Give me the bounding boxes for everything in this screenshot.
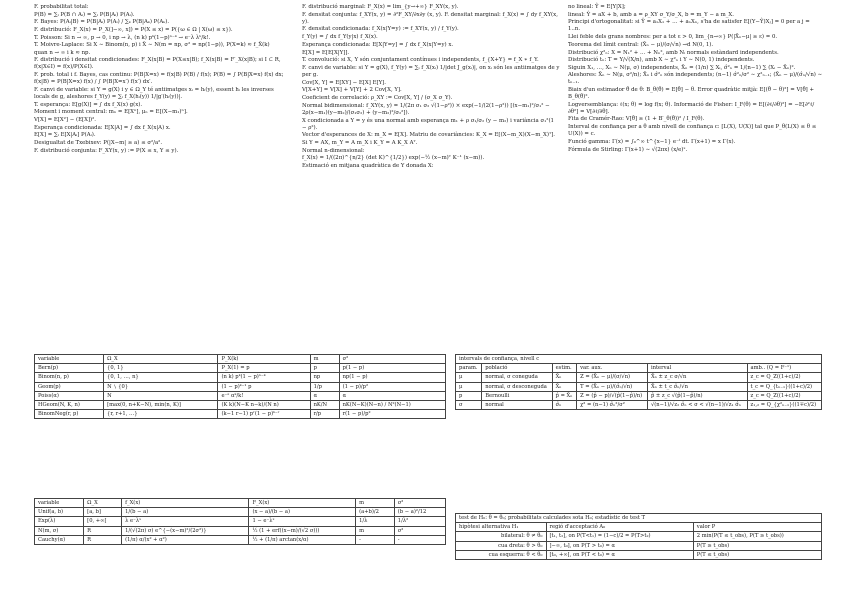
formula-line: Esperança condicionada: E[X|A] = ∫ dx f_X(x|A) x. xyxy=(34,124,171,131)
table-cell: [0, +∞[ xyxy=(84,517,122,526)
table-cell: [t₀, +∞[, on P(T < t₀) = α xyxy=(546,550,693,559)
table-cell: {0, 1, …, n} xyxy=(104,373,218,382)
formula-line: F. densitat condicionada: f_X(x|Y=y) := f_XY(x, y) / f_Y(y). xyxy=(302,26,459,33)
column-header: m xyxy=(310,355,339,364)
table-cell: (a+b)/2 xyxy=(356,508,395,517)
column-header: f_X(x) xyxy=(122,499,249,508)
table-cell: r/p xyxy=(310,410,339,419)
formula-line: E[X] = ∑ᵢ E[X|Aᵢ] P(Aᵢ). xyxy=(34,132,96,139)
table-cell: (1 − p)ᵏ⁻¹ p xyxy=(218,382,310,391)
table-row xyxy=(35,410,446,419)
column-header: F_X(x) xyxy=(249,499,356,508)
table-cell: normal xyxy=(482,401,552,410)
table-cell: - xyxy=(356,535,395,544)
formula-line: Normal n-dimensional: xyxy=(302,147,365,154)
column-header: amb.. (Q = F⁻¹) xyxy=(747,364,822,373)
formula-line: Moment i moment central: mₙ = E[Xⁿ], μₙ = E[(X−m₁)ⁿ]. xyxy=(34,109,188,116)
table-row xyxy=(35,382,446,391)
formula-line: F. distribució marginal: F_X(x) = lim_{y→+∞} F_XY(x, y). xyxy=(302,4,459,10)
formula-line: f_X(x) = 1/((2π)^{n/2} (det K)^{1/2}) exp(−½ (x−m)ᵀ K⁻¹ (x−m)). xyxy=(302,155,485,162)
table-caption-row xyxy=(456,514,822,523)
table-cell: normal, σ desconeguda xyxy=(482,382,552,391)
formula-line: Cov[X, Y] = E[XY] − E[X] E[Y]. xyxy=(302,79,386,86)
table-cell: α xyxy=(339,391,445,400)
formula-line: E[X] = E[E[X|Y]]. xyxy=(302,49,350,56)
table-cell: e⁻ᵅ αᵏ/k! xyxy=(218,391,310,400)
table-cell: bilateral: θ ≠ θ₀ xyxy=(456,532,547,541)
table-cell: N(m, σ) xyxy=(35,526,84,535)
table-cell: z₁,₂ = Q_{χ²ₙ₋₁}((1∓c)/2) xyxy=(747,401,822,410)
table-row xyxy=(456,391,822,400)
table-header-row xyxy=(35,355,446,364)
table-cell: 1/λ xyxy=(356,517,395,526)
formula-line: P(B) = ∑ᵢ P(B ∩ Aᵢ) = ∑ᵢ P(B|Aᵢ) P(Aᵢ). xyxy=(34,11,135,18)
table-cell: BinomNeg(r, p) xyxy=(35,410,104,419)
table-cell: (x − a)/(b − a) xyxy=(249,508,356,517)
column-header: m xyxy=(356,499,395,508)
hypothesis-test-table xyxy=(455,513,822,560)
table-cell: X̄ₙ ± z_c σ/√n xyxy=(647,373,747,382)
table-row xyxy=(456,550,822,559)
table-cell: z_c = Q_Z((1+c)/2) xyxy=(747,373,822,382)
table-cell: √(n−1)/√z₂ σ̂ₙ < σ < √(n−1)/√z₁ σ̂ₙ xyxy=(647,401,747,410)
formula-column-3 xyxy=(568,4,823,154)
formula-line: F. distribució conjunta: F_XY(x, y) := P(X ≤ x, Y ≤ y). xyxy=(34,147,179,154)
formula-line: F. distribució: F_X(x) = P_X(]−∞, x]) = P(X ≤ x) = P({ω ∈ Ω | X(ω) ≤ x}). xyxy=(34,27,233,34)
column-header: regió d'acceptació A₀ xyxy=(546,523,693,532)
table-row xyxy=(456,401,822,410)
table-cell: P(T ≤ t_obs) xyxy=(693,550,821,559)
formula-line: X condicionada a Y = y és una normal amb esperança m₁ + ρ σ₁/σ₂ (y − m₂) i variància σ₁²(1 − ρ²). xyxy=(302,117,554,131)
table-caption-row xyxy=(456,355,822,364)
table-cell: N xyxy=(104,391,218,400)
formula-line: Esperança condicionada: E[X|Y=y] = ∫ dx f_X(x|Y=y) x. xyxy=(302,41,454,48)
table-cell: Exp(λ) xyxy=(35,517,84,526)
table-cell: np xyxy=(310,373,339,382)
table-cell: np(1 − p) xyxy=(339,373,445,382)
table-cell: T = (X̄ₙ − μ)/(σ̂ₙ/√n) xyxy=(577,382,648,391)
formula-line: F. prob. total i f. Bayes, cas continu: P(B|X=x) = f(x|B) P(B) / f(x); P(B) = ∫ P(B|X=x) f(x) dx; f(x|B) = P(B|X=x) f(x) / ∫ P(B|X=x′) f(x′) dx′. xyxy=(34,72,284,86)
table-cell: p̂ = X̄ₙ xyxy=(552,391,577,400)
table-cell: ½ (1 + erf((x−m)/(√2 σ))) xyxy=(249,526,356,535)
formula-line: Interval de confiança per a θ amb nivell de confiança c: [L(X), U(X)] tal que P_θ(L(X) ≤ θ ≤ U(X)) = c. xyxy=(568,124,817,138)
table-cell: Bernoulli xyxy=(482,391,552,400)
table-header-row xyxy=(35,499,446,508)
column-header: variable xyxy=(35,355,104,364)
confidence-intervals-table xyxy=(455,354,822,410)
table-cell: p xyxy=(456,391,482,400)
formula-line: Funció gamma: Γ(x) = ∫₀^∞ t^{x−1} e⁻ᵗ dt. Γ(x+1) = x Γ(x). xyxy=(568,138,736,145)
table-row xyxy=(456,382,822,391)
table-cell: nK(N−K)(N−n) / N²(N−1) xyxy=(339,401,445,410)
formula-line: Fórmula de Stirling: Γ(x+1) ∼ √(2πx) (x/e)ˣ. xyxy=(568,146,688,153)
table-cell: μ xyxy=(456,382,482,391)
formula-line: Biaix d'un estimador θ̂ de θ: B_θ(θ̂) = E[θ̂] − θ. Error quadràtic mitjà: E[(θ̂ − θ)²] = V[θ̂] + B_θ(θ̂)². xyxy=(568,86,815,100)
table-header-row xyxy=(456,364,822,373)
formula-line: f_Y(y) = ∫ dx f_Y(y|x) f_X(x). xyxy=(302,34,378,41)
table-cell: [max(0, n+K−N), min(n, K)] xyxy=(104,401,218,410)
column-header: param. xyxy=(456,364,482,373)
discrete-distributions-table xyxy=(34,354,446,419)
table-row xyxy=(35,373,446,382)
formula-line: T. convolució: si X, Y són conjuntament contínues i independents, f_{X+Y} = f_X ∗ f_Y. xyxy=(302,57,539,64)
formula-line: Desigualtat de Txebixev: P(|X−m| ≥ a) ≤ σ²/a². xyxy=(34,140,163,146)
formula-line: Normal bidimensional: f_XY(x, y) = 1/(2π σ₁ σ₂ √(1−ρ²)) × exp(−1/(2(1−ρ²)) [(x−m₁)²/σ₁² − 2ρ(x−m₁)(y−m₂)/(σ₁σ₂) + (y−m₂)²/σ₂²]). xyxy=(302,102,550,116)
column-header: P_X(k) xyxy=(218,355,310,364)
formula-line: F. distribució i densitat condicionades: F_X(x|B) = P(X≤x|B); f_X(x|B) = F′_X(x|B); si I ⊂ R, f(x|X∈I) = f(x)/P(X∈I). xyxy=(34,57,281,71)
table-cell: X̄ₙ xyxy=(552,373,577,382)
table-cell: (k−1 r−1) pʳ(1 − p)ᵏ⁻ʳ xyxy=(218,410,310,419)
formula-line: F. Bayes: P(Aᵢ|B) = P(B|Aᵢ) P(Aᵢ) / ∑ₖ P(B|Aₖ) P(Aₖ). xyxy=(34,19,170,26)
table-caption: test de H₀: θ = θ₀; probabilitats calculades sota H₀; estadístic de test T xyxy=(456,514,822,523)
table-row xyxy=(456,541,822,550)
table-cell: R xyxy=(84,535,122,544)
formula-line: V[X+Y] = V[X] + V[Y] + 2 Cov[X, Y]. xyxy=(302,87,402,94)
formula-line: T. esperança: E[g(X)] = ∫ dx f_X(x) g(x). xyxy=(34,101,143,108)
table-cell: Z = (X̄ₙ − μ)/(σ/√n) xyxy=(577,373,648,382)
formula-line: Principi d'ortogonalitat: si Ŷ = a₁X₁ + … + aₙXₙ, s'ha de satisfer E[(Y−Ŷ)Xⱼ] = 0 per a j = 1..n. xyxy=(568,19,810,33)
table-cell: t_c = Q_{tₙ₋₁}((1+c)/2) xyxy=(747,382,822,391)
column-header: var. aux. xyxy=(577,364,648,373)
table-row xyxy=(35,526,446,535)
formula-line: F. probabilitat total: xyxy=(34,4,89,10)
formula-line: Distribució χ²ₙ: X = N₁² + … + Nₙ², amb Nᵢ normals estàndard independents. xyxy=(568,49,779,56)
column-header: població xyxy=(482,364,552,373)
table-row xyxy=(35,535,446,544)
formula-line: no lineal: Ŷ = E[Y|X]; xyxy=(568,4,626,10)
continuous-distributions-table xyxy=(34,498,446,545)
table-row xyxy=(35,508,446,517)
table-cell: cua esquerra: θ < θ₀ xyxy=(456,550,547,559)
table-cell: (b − a)²/12 xyxy=(394,508,445,517)
table-cell: X̄ₙ xyxy=(552,382,577,391)
formula-column-1 xyxy=(34,4,284,155)
table-cell: 1/(√(2π) σ) e^{−(x−m)²/(2σ²)} xyxy=(122,526,249,535)
table-cell: 1/λ² xyxy=(394,517,445,526)
column-header: valor P xyxy=(693,523,821,532)
formula-line: F. densitat conjunta: f_XY(x, y) = ∂²F_XY/∂x∂y (x, y). F. densitat marginal: f_X(x) = ∫ dy f_XY(x, y). xyxy=(302,11,558,25)
table-cell: σ² xyxy=(394,526,445,535)
table-caption: intervals de confiança, nivell c xyxy=(456,355,822,364)
column-header: interval xyxy=(647,364,747,373)
table-cell: normal, σ coneguda xyxy=(482,373,552,382)
table-cell: [a, b] xyxy=(84,508,122,517)
column-header: Ω_X xyxy=(84,499,122,508)
table-cell: HGeom(N, K, n) xyxy=(35,401,104,410)
formula-line: Logversemblança: ℓ(x; θ) = log f(x; θ). Informació de Fisher: I_F(θ) = E[(∂ℓ/∂θ)²] = −E[∂²ℓ/∂θ²] = V[∂ℓ/∂θ]. xyxy=(568,101,815,115)
table-cell: α xyxy=(310,391,339,400)
table-cell: Geom(p) xyxy=(35,382,104,391)
formula-line: Si Y = AX, m_Y = A m_X i K_Y = A K_X Aᵀ. xyxy=(302,140,418,146)
table-cell: r(1 − p)/p² xyxy=(339,410,445,419)
table-cell: ]−∞, t₀], on P(T > t₀) = α xyxy=(546,541,693,550)
table-cell: Unif(a, b) xyxy=(35,508,84,517)
table-cell: N ∖ {0} xyxy=(104,382,218,391)
table-cell: 1 − e⁻λˣ xyxy=(249,517,356,526)
table-cell: (n k) pᵏ(1 − p)ⁿ⁻ᵏ xyxy=(218,373,310,382)
table-cell: χ² = (n−1) σ̂ₙ²/σ² xyxy=(577,401,648,410)
table-cell: [t₁, t₂], on P(T<t₁) = (1−c)/2 = P(T>t₂) xyxy=(546,532,693,541)
formula-line: Siguin X₁, …, Xₙ ∼ N(μ, σ) independents, X̄ₙ = (1/n) ∑ Xᵢ, σ̂²ₙ = 1/(n−1) ∑ (Xᵢ − X̄ₙ)². Aleshores: X̄ₙ ∼ N(μ, σ²/n); X̄ₙ i σ̂²ₙ són independents; (n−1) σ̂²ₙ/σ² ∼ χ²ₙ₋₁; (X̄ₙ − μ)/(σ̂ₙ/√n) ∼ tₙ₋₁. xyxy=(568,64,823,86)
table-cell: 2 min(P(T ≤ t_obs), P(T ≥ t_obs)) xyxy=(693,532,821,541)
table-cell: P(T ≥ t_obs) xyxy=(693,541,821,550)
table-cell: X̄ₙ ± t_c σ̂ₙ/√n xyxy=(647,382,747,391)
table-cell: (1 − p)/p² xyxy=(339,382,445,391)
table-cell: Binom(n, p) xyxy=(35,373,104,382)
table-cell: Z = (p̂ − p)/√(p̂(1−p̂)/n) xyxy=(577,391,648,400)
table-cell: - xyxy=(394,535,445,544)
table-row xyxy=(35,364,446,373)
table-cell: μ xyxy=(456,373,482,382)
formula-line: Coeficient de correlació: ρ_XY := Cov[X, Y] / (σ_X σ_Y). xyxy=(302,95,453,102)
formula-line: Distribució tₙ: T = Y/√(X/n), amb X ∼ χ²ₙ i Y ∼ N(0, 1) independents. xyxy=(568,57,755,64)
table-cell: nK/N xyxy=(310,401,339,410)
table-cell: {r, r+1, …} xyxy=(104,410,218,419)
column-header: estim. xyxy=(552,364,577,373)
table-cell: ½ + (1/π) arctan(x/α) xyxy=(249,535,356,544)
formula-line: T. Moivre-Laplace: Si X ∼ Binom(n, p) i X̃ ∼ N(m = np, σ² = np(1−p)), P(X=k) ≈ f_X̃(k) quan n → ∞ i k ≈ np. xyxy=(34,42,270,56)
table-cell: σ̂ₙ xyxy=(552,401,577,410)
table-cell: λ e⁻λˣ xyxy=(122,517,249,526)
formula-column-2 xyxy=(302,4,560,171)
formula-line: Llei feble dels grans nombres: per a tot ε > 0, lim_{n→∞} P(|X̄ₙ−μ| ≥ ε) = 0. xyxy=(568,34,778,41)
formula-line: F. canvi de variable: si Y = g(X), f_Y(y) = ∑ᵢ f_X(xᵢ) 1/|det J_g(xᵢ)|, on xᵢ són les antiimatges de y per g. xyxy=(302,64,560,78)
table-cell: Poiss(α) xyxy=(35,391,104,400)
table-cell: cua dreta: θ > θ₀ xyxy=(456,541,547,550)
column-header: variable xyxy=(35,499,84,508)
formula-line: T. Poisson: Si n → ∞, p → 0, i np → λ, (n k) pᵏ(1−p)ⁿ⁻ᵏ → e⁻λ λᵏ/k!. xyxy=(34,34,211,41)
table-cell: Bern(p) xyxy=(35,364,104,373)
table-cell: m xyxy=(356,526,395,535)
table-cell: p(1 − p) xyxy=(339,364,445,373)
column-header: σ² xyxy=(394,499,445,508)
formula-line: lineal: Ŷ = aX + b, amb a = ρ_XY σ_Y/σ_X, b = m_Y − a m_X. xyxy=(568,11,734,18)
column-header: Ω_X xyxy=(104,355,218,364)
table-cell: {0, 1} xyxy=(104,364,218,373)
formula-line: Vector d'esperances de X: m_X = E[X]. Matriu de covariàncies: K_X = E[(X−m_X)(X−m_X)ᵀ]. xyxy=(302,132,556,139)
table-cell: R xyxy=(84,526,122,535)
table-header-row xyxy=(456,523,822,532)
table-cell: Cauchy(α) xyxy=(35,535,84,544)
formula-line: Teorema del límit central: (X̄ₙ − μ)/(σ/√n) →d N(0, 1). xyxy=(568,41,714,48)
table-cell: P_X(1) = p xyxy=(218,364,310,373)
table-cell: (1/π) α/(x² + α²) xyxy=(122,535,249,544)
formula-line: Fita de Cramér-Rao: V[θ̂] ≥ (1 + B′_θ(θ̂))² / I_F(θ). xyxy=(568,116,705,123)
table-row xyxy=(456,373,822,382)
table-cell: 1/p xyxy=(310,382,339,391)
formula-line: V[X] = E[X²] − (E[X])². xyxy=(34,116,97,123)
table-row xyxy=(456,532,822,541)
table-cell: p̂ ± z_c √(p̂(1−p̂)/n) xyxy=(647,391,747,400)
table-row xyxy=(35,517,446,526)
table-row xyxy=(35,391,446,400)
column-header: hipòtesi alternativa H₁ xyxy=(456,523,547,532)
table-row xyxy=(35,401,446,410)
table-cell: p xyxy=(310,364,339,373)
formula-line: Estimació en mitjana quadràtica de Y donada X: xyxy=(302,163,434,170)
table-cell: z_c = Q_Z((1+c)/2) xyxy=(747,391,822,400)
formula-line: F. canvi de variable: si Y = g(X) i y ∈ Ω_Y té antiimatges xᵢ = hᵢ(y), essent hᵢ les inverses locals de g, aleshores f_Y(y) = ∑ᵢ f_X(hᵢ(y)) 1/|g′(hᵢ(y))|. xyxy=(34,86,274,100)
table-cell: 1/(b − a) xyxy=(122,508,249,517)
table-cell: (K k)(N−K n−k)/(N n) xyxy=(218,401,310,410)
column-header: σ² xyxy=(339,355,445,364)
table-cell: σ xyxy=(456,401,482,410)
